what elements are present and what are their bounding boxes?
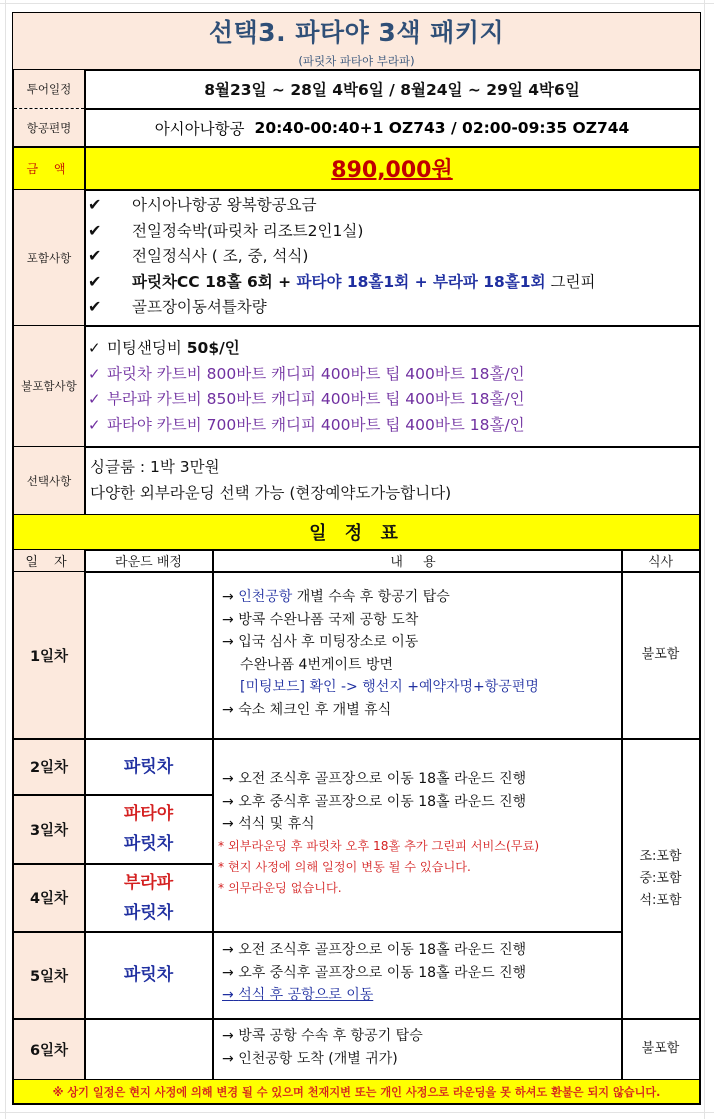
round-course: 파릿차 <box>123 902 174 923</box>
optional-item: 싱글룸 : 1박 3만원 <box>90 458 220 476</box>
day-5-round <box>85 932 212 1018</box>
day-4-label: 4일차 <box>29 891 69 907</box>
itinerary-text: 오후 중식후 골프장으로 이동 18홀 라운드 진행 <box>238 964 527 981</box>
grid-line <box>0 1112 714 1113</box>
itinerary-line <box>218 791 539 814</box>
divider <box>84 69 86 514</box>
excluded-item-text: 부라파 카트비 850바트 캐디피 400바트 팁 400바트 18홀/인 <box>106 390 525 408</box>
greenfee-label: 그린피 <box>545 272 596 291</box>
col-header-round: 라운드 배정 <box>115 555 182 570</box>
included-item-text: 골프장이동셔틀차량 <box>132 298 267 316</box>
round-course: 파릿차 <box>123 756 174 777</box>
arrow-icon: → <box>222 771 234 787</box>
days-2-5-meal <box>622 739 699 1018</box>
price-label-cell <box>14 148 84 189</box>
flight-label: 항공편명 <box>14 109 84 147</box>
grid-line <box>704 0 705 1119</box>
excluded-item <box>88 336 525 362</box>
optional-list <box>90 455 451 506</box>
grid-line <box>5 0 6 1119</box>
divider <box>12 189 701 191</box>
day-6-meal: 불포함 <box>641 1041 680 1056</box>
excluded-item-name: 미팅샌딩비 <box>106 339 182 357</box>
checkmark-icon: ✔ <box>88 220 102 240</box>
checkmark-icon: ✓ <box>88 390 101 408</box>
itinerary-text: 숙소 체크인 후 개별 휴식 <box>238 701 392 718</box>
pattaya-greenfee: 파타야 18홀1회 <box>296 272 410 291</box>
itinerary-line <box>218 768 539 791</box>
meal-breakfast: 조:포함 <box>639 848 682 864</box>
package-header <box>12 12 701 69</box>
page-title: 선택3. 파타야 3색 패키지 <box>208 18 505 47</box>
excluded-item-detail: 50$/인 <box>186 339 240 357</box>
included-item <box>88 294 595 320</box>
included-item <box>88 243 595 269</box>
optional-item: 다양한 외부라운딩 선택 가능 (현장예약도가능합니다) <box>90 483 452 502</box>
itinerary-text: 석식 및 휴식 <box>238 816 315 832</box>
itinerary-text: 오후 중식후 골프장으로 이동 18홀 라운드 진행 <box>238 793 527 810</box>
day-5-label: 5일차 <box>29 968 69 985</box>
excluded-label: 불포함사항 <box>14 326 84 446</box>
excluded-item-text: 파타야 카트비 700바트 캐디피 400바트 팁 400바트 18홀/인 <box>106 415 525 434</box>
itinerary-text: 인천공항 도착 (개별 귀가) <box>238 1050 398 1067</box>
price-value-cell <box>85 148 699 189</box>
day-4-round <box>85 864 212 931</box>
itinerary-line <box>222 939 526 962</box>
itinerary-text: 오전 조식후 골프장으로 이동 18홀 라운드 진행 <box>238 942 527 958</box>
arrow-icon: → <box>222 701 234 718</box>
itinerary-line <box>222 984 526 1007</box>
itinerary-line <box>222 586 539 609</box>
incheon-airport: 인천공항 <box>238 589 293 605</box>
included-item-text: 파릿차CC 18홀 6회 + <box>132 272 297 291</box>
day-6-content <box>222 1025 423 1070</box>
col-header-meal: 식사 <box>647 555 674 570</box>
arrow-icon: → <box>222 1050 234 1067</box>
plus-sign: + <box>409 272 433 291</box>
arrow-icon: → <box>222 793 234 810</box>
excluded-item <box>88 362 525 388</box>
excluded-item <box>88 413 525 439</box>
itinerary-line <box>222 631 539 654</box>
checkmark-icon: ✔ <box>88 271 102 291</box>
included-item-text: 전일정식사 ( 조, 중, 석식) <box>132 247 309 265</box>
optional-label: 선택사항 <box>14 447 84 514</box>
divider <box>12 1018 701 1020</box>
arrow-icon: → <box>222 987 234 1003</box>
day-2-round <box>85 739 212 794</box>
arrow-icon: → <box>222 589 234 605</box>
included-item <box>88 192 595 218</box>
itinerary-line <box>222 609 539 632</box>
itinerary-line <box>222 699 539 722</box>
excluded-item-text: 파릿차 카트비 800바트 캐디피 400바트 팁 400바트 18홀/인 <box>106 364 525 383</box>
included-item-text: 아시아나항공 왕복항공요금 <box>132 196 317 214</box>
page-subtitle: (파릿차 파타야 부라파) <box>298 54 415 68</box>
day-1-label: 1일차 <box>29 648 69 665</box>
excluded-list <box>88 336 525 438</box>
checkmark-icon: ✔ <box>88 195 102 214</box>
day-3-label: 3일차 <box>29 822 69 839</box>
included-item <box>88 269 595 295</box>
price-value: 890,000원 <box>331 158 453 183</box>
round-course: 파릿차 <box>123 965 174 985</box>
itinerary-text: 개별 수속 후 항공기 탑승 <box>292 589 450 605</box>
footer-note: ※ 상기 일정은 현지 사정에 의해 변경 될 수 있으며 천재지변 또는 개인 사정으로 라운딩을 못 하셔도 환불은 되지 않습니다. <box>52 1085 661 1099</box>
schedule-note: * 외부라운딩 후 파릿차 오후 18홀 추가 그린피 서비스(무료) <box>218 838 540 853</box>
arrow-icon: → <box>222 964 234 981</box>
checkmark-icon: ✓ <box>88 339 101 357</box>
arrow-icon: → <box>222 611 234 628</box>
included-label: 포함사항 <box>14 190 84 325</box>
day-2-label: 2일차 <box>29 760 69 776</box>
schedule-note: * 의무라운딩 없습니다. <box>218 880 342 895</box>
round-course: 파릿차 <box>123 834 174 854</box>
itinerary-text: 방콕 공항 수속 후 항공기 탑승 <box>238 1028 423 1044</box>
itinerary-line <box>222 1048 423 1071</box>
burapha-greenfee: 부라파 18홀1회 <box>432 272 546 291</box>
flight-value <box>85 109 699 147</box>
airline-name: 아시아나항공 <box>154 120 245 138</box>
divider <box>212 549 214 1080</box>
included-item-text: 전일정숙박(파릿차 리조트2인1실) <box>132 221 364 240</box>
arrow-icon: → <box>222 1028 234 1044</box>
itinerary-line: 수완나폼 4번게이트 방면 <box>240 656 394 673</box>
checkmark-icon: ✓ <box>88 364 101 383</box>
checkmark-icon: ✓ <box>88 415 101 434</box>
checkmark-icon: ✔ <box>88 246 102 265</box>
flight-times: 20:40-00:40+1 OZ743 / 02:00-09:35 OZ744 <box>254 119 630 137</box>
itinerary-text: 석식 후 공항으로 이동 <box>238 987 374 1003</box>
itinerary-line <box>222 1025 423 1048</box>
grid-line <box>0 3 714 4</box>
schedule-title: 일 정 표 <box>309 523 404 544</box>
itinerary-text: 방콕 수완나폼 국제 공항 도착 <box>238 611 419 628</box>
meal-lunch: 중:포함 <box>639 870 682 886</box>
itinerary-text: 오전 조식후 골프장으로 이동 18홀 라운드 진행 <box>238 771 527 787</box>
arrow-icon: → <box>222 942 234 958</box>
excluded-item <box>88 387 525 413</box>
col-header-content: 내 용 <box>390 555 444 570</box>
divider <box>12 571 701 573</box>
included-item <box>88 218 595 244</box>
footer-note-cell <box>14 1080 699 1103</box>
tour-schedule-value: 8월23일 ~ 28일 4박6일 / 8월24일 ~ 29일 4박6일 <box>204 81 580 99</box>
arrow-icon: → <box>222 816 234 832</box>
day-6-label: 6일차 <box>29 1042 69 1059</box>
divider <box>12 325 701 327</box>
day-5-content <box>222 939 526 1007</box>
itinerary-line <box>222 962 526 985</box>
days-2-4-content <box>218 768 539 899</box>
arrow-icon: → <box>222 634 234 650</box>
day-1-content <box>222 586 539 721</box>
schedule-title-cell <box>14 515 699 549</box>
schedule-note: * 현지 사정에 의해 일정이 변동 될 수 있습니다. <box>218 859 471 874</box>
round-course: 파타야 <box>123 804 174 824</box>
itinerary-text: 입국 심사 후 미팅장소로 이동 <box>238 634 419 650</box>
day-3-round <box>85 795 212 863</box>
round-course: 부라파 <box>123 872 174 893</box>
included-list <box>88 192 595 320</box>
itinerary-line <box>218 813 539 836</box>
checkmark-icon: ✔ <box>88 297 102 316</box>
price-label: 금 액 <box>26 162 72 176</box>
col-header-date: 일 자 <box>14 550 84 571</box>
divider <box>12 446 701 448</box>
meal-dinner: 석:포함 <box>639 892 682 908</box>
tour-schedule-label: 투어일정 <box>14 70 84 108</box>
day-1-meal: 불포함 <box>641 647 680 662</box>
itinerary-line: [미팅보드] 확인 -> 행선지 +예약자명+항공편명 <box>240 679 539 695</box>
